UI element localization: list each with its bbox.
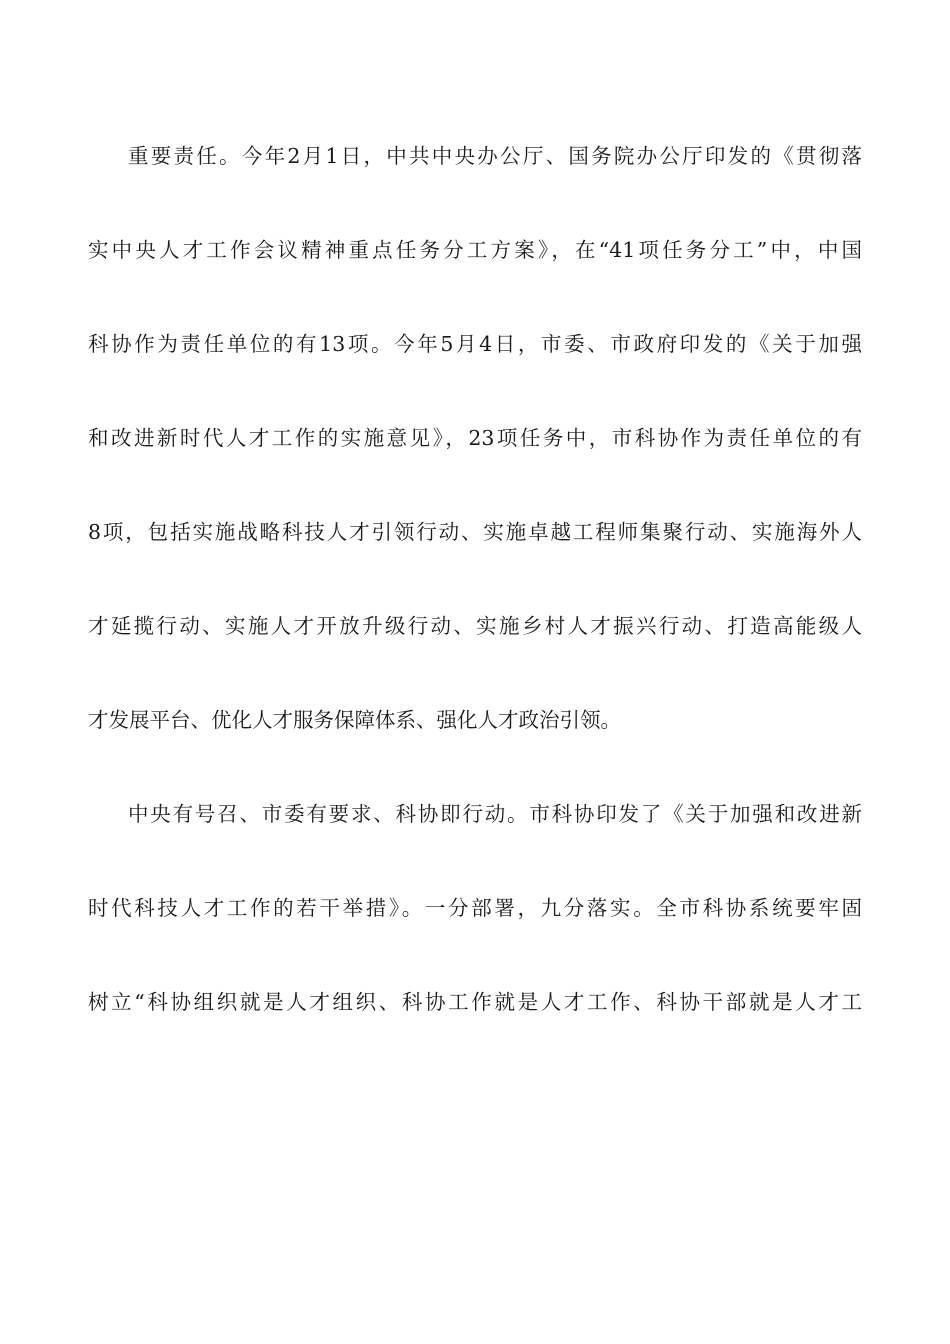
paragraph-line: 时代科技人才工作的若干举措》。一分部署，九分落实。全市科协系统要牢固 (88, 896, 862, 920)
paragraph-line: 和改进新时代人才工作的实施意见》，23项任务中，市科协作为责任单位的有 (88, 426, 862, 450)
paragraph-line: 中央有号召、市委有要求、科协即行动。市科协印发了《关于加强和改进新 (128, 802, 862, 826)
paragraph-line: 才延揽行动、实施人才开放升级行动、实施乡村人才振兴行动、打造高能级人 (88, 614, 862, 638)
paragraph-line: 实中央人才工作会议精神重点任务分工方案》，在“41项任务分工”中，中国 (88, 238, 862, 262)
paragraph-line: 树立“科协组织就是人才组织、科协工作就是人才工作、科协干部就是人才工 (88, 990, 862, 1014)
paragraph-line: 才发展平台、优化人才服务保障体系、强化人才政治引领。 (88, 708, 621, 732)
paragraph-line: 重要责任。今年2月1日，中共中央办公厅、国务院办公厅印发的《贯彻落 (128, 144, 862, 168)
paragraph-line: 8项，包括实施战略科技人才引领行动、实施卓越工程师集聚行动、实施海外人 (88, 520, 862, 544)
paragraph-line: 科协作为责任单位的有13项。今年5月4日，市委、市政府印发的《关于加强 (88, 332, 862, 356)
